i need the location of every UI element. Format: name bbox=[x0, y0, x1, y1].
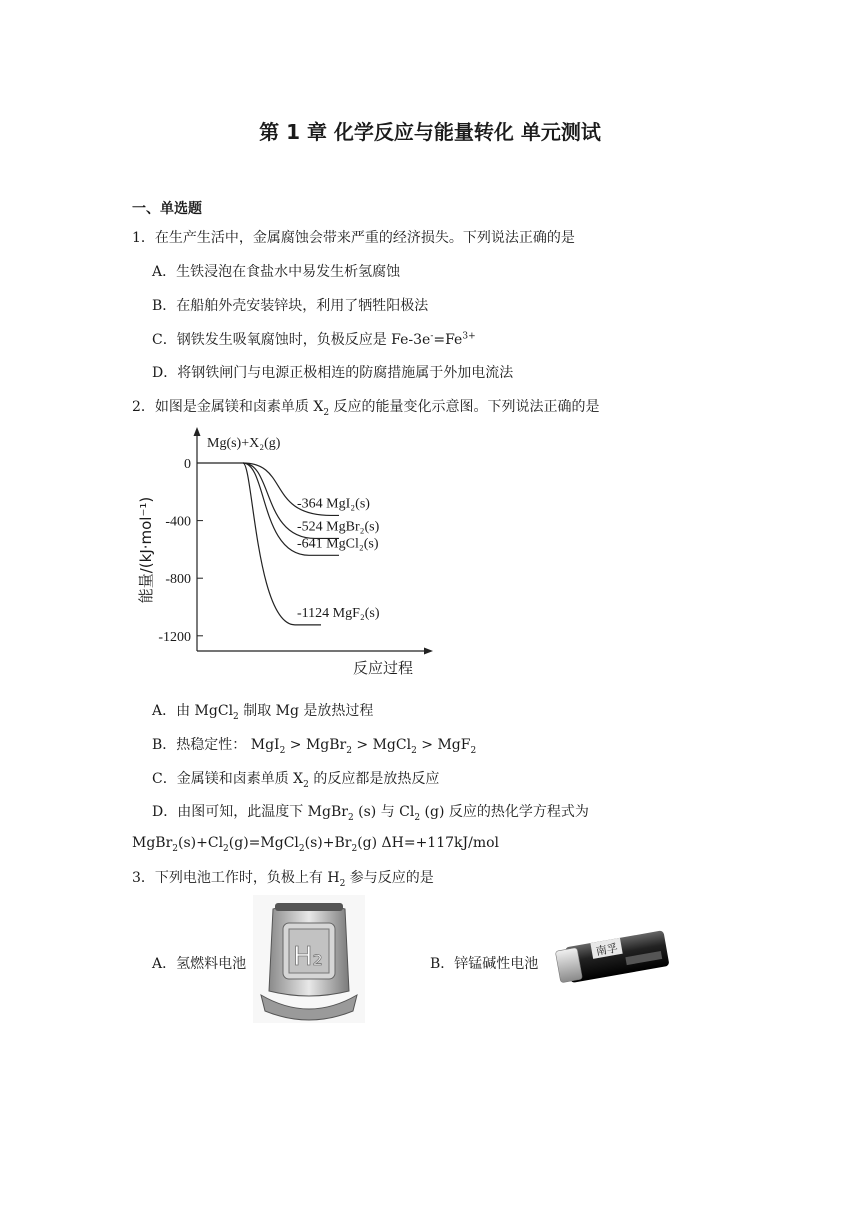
y-tick-label-2: -800 bbox=[165, 572, 191, 588]
question-1-option-a: A．生铁浸泡在食盐水中易发生析氢腐蚀 bbox=[152, 264, 401, 280]
energy-level-label-1: -524 MgBr₂(s) bbox=[297, 519, 380, 535]
question-1-option-b: B．在船舶外壳安装锌块，利用了牺牲阳极法 bbox=[152, 298, 429, 314]
y-tick-label-0: 0 bbox=[184, 457, 191, 472]
section-heading: 一、单选题 bbox=[132, 201, 202, 217]
question-1-option-c: C．钢铁发生吸氧腐蚀时，负极反应是 $Fe-3e^-=Fe^{3+}$ bbox=[152, 331, 476, 348]
x-axis-label: 反应过程 bbox=[353, 659, 414, 677]
energy-level-label-3: -1124 MgF₂(s) bbox=[297, 605, 380, 621]
start-label: Mg(s)+X₂(g) bbox=[207, 436, 281, 451]
page-title: 第 1 章 化学反应与能量转化 单元测试 bbox=[259, 120, 601, 144]
question-1-option-d: D．将钢铁闸门与电源正极相连的防腐措施属于外加电流法 bbox=[152, 365, 514, 381]
y-axis-label: 能量/(kJ·mol⁻¹) bbox=[137, 496, 155, 604]
x-axis-arrow bbox=[424, 648, 433, 655]
energy-diagram bbox=[125, 425, 445, 685]
question-3-option-b: B．锌锰碱性电池 bbox=[430, 956, 539, 972]
question-2-stem: 2．如图是金属镁和卤素单质 $X_2$ 反应的能量变化示意图。下列说法正确的是 bbox=[132, 399, 600, 418]
question-3-option-a: A．氢燃料电池 bbox=[152, 956, 247, 972]
question-1-stem: 1．在生产生活中，金属腐蚀会带来严重的经济损失。下列说法正确的是 bbox=[132, 230, 575, 246]
fuel-cell-h2-label: H₂ bbox=[293, 942, 323, 972]
alkaline-battery-image bbox=[553, 917, 677, 995]
energy-level-label-2: -641 MgCl₂(s) bbox=[297, 536, 379, 552]
question-3-stem: 3．下列电池工作时，负极上有 $H_2$ 参与反应的是 bbox=[132, 870, 434, 889]
energy-level-label-0: -364 MgI₂(s) bbox=[297, 496, 370, 512]
question-2-option-d: D．由图可知，此温度下 MgBr$_2$ (s) 与 $Cl_2$ (g) 反应的热化学方程式为 bbox=[152, 804, 589, 823]
question-2-option-c: C．金属镁和卤素单质 $X_2$ 的反应都是放热反应 bbox=[152, 771, 440, 790]
battery-brand-label: 南孚 bbox=[594, 941, 619, 959]
question-2-option-a: A．由 MgCl$_2$ 制取 Mg 是放热过程 bbox=[152, 703, 374, 722]
question-2-equation: $MgBr_2(s)+Cl_2(g)=MgCl_2(s)+Br_2(g)$ ΔH=+117kJ/mol bbox=[132, 835, 500, 854]
y-tick-label-3: -1200 bbox=[158, 629, 191, 645]
hydrogen-fuel-cell-image bbox=[253, 895, 365, 1023]
y-axis-arrow bbox=[194, 427, 201, 436]
question-2-option-b: B．热稳定性： MgI$_2$ > MgBr$_2$ > MgCl$_2$ > MgF$_2$ bbox=[152, 737, 477, 756]
y-tick-label-1: -400 bbox=[165, 514, 191, 530]
